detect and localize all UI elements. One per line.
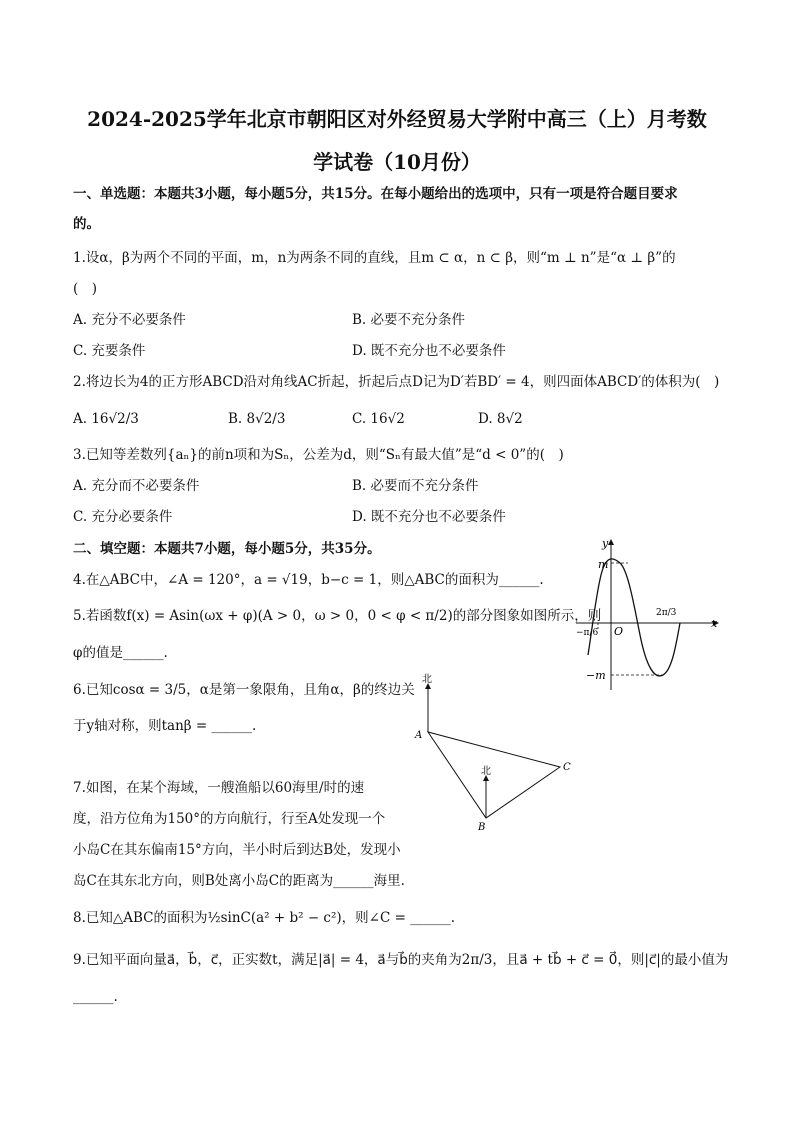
section2-header: 二、填空题：本题共7小题，每小题5分，共35分。	[73, 541, 381, 557]
q8-stem: 8.已知△ABC的面积为½sinC(a² + b² − c²)，则∠C = ______.	[73, 910, 456, 926]
q7-stem-l4: 岛C在其东北方向，则B处离小岛C的距离为______海里.	[73, 873, 405, 889]
page-title-line2: 学试卷（10月份）	[313, 150, 481, 174]
q7-stem-l2: 度，沿方位角为150°的方向航行，行至A处发现一个	[73, 811, 386, 827]
page-title-line1: 2024-2025学年北京市朝阳区对外经贸易大学附中高三（上）月考数	[87, 107, 707, 131]
tick-right-label: 2π/3	[656, 608, 677, 618]
q3-option-a: A. 充分而不必要条件	[73, 478, 200, 494]
point-c-label: C	[563, 762, 571, 773]
neg-m-label: −m	[586, 669, 606, 682]
section1-header: 一、单选题：本题共3小题，每小题5分，共15分。在每小题给出的选项中，只有一项是符合题目要求	[73, 186, 678, 202]
q9-stem: 9.已知平面向量a⃗，b⃗，c⃗，正实数t，满足|a⃗| = 4，a⃗与b⃗的夹角为2π/3，且a⃗ + tb⃗ + c⃗ = 0⃗，则|c⃗|的最小值为	[73, 952, 729, 968]
q5-stem: 5.若函数f(x) = Asin(ωx + φ)(A > 0，ω > 0，0 < φ < π/2)的部分图象如图所示，则	[73, 608, 602, 624]
q3-stem: 3.已知等差数列{aₙ}的前n项和为Sₙ，公差为d，则“Sₙ有最大值”是“d < 0”的( )	[73, 447, 564, 463]
q3-option-b: B. 必要而不充分条件	[352, 478, 479, 494]
q1-stem-bracket: ( )	[73, 281, 98, 297]
q5-stem-cont: φ的值是______.	[73, 645, 168, 661]
origin-label: O	[614, 625, 624, 638]
q1-stem: 1.设α，β为两个不同的平面，m，n为两条不同的直线，且m ⊂ α，n ⊂ β，则“m ⊥ n”是“α ⊥ β”的	[73, 250, 676, 266]
q3-option-c: C. 充分必要条件	[73, 509, 173, 525]
q1-option-c: C. 充要条件	[73, 343, 146, 359]
north-label-b: 北	[481, 766, 491, 777]
m-label: m	[598, 558, 609, 571]
north-label-a: 北	[422, 674, 432, 685]
q2-stem: 2.将边长为4的正方形ABCD沿对角线AC折起，折起后点D记为D′若BD′ = 4，则四面体ABCD′的体积为( )	[73, 374, 720, 390]
q2-option-d: D. 8√2	[478, 411, 523, 427]
q1-option-a: A. 充分不必要条件	[73, 312, 186, 328]
triangle-abc	[428, 732, 560, 818]
tick-left-label: −π/6	[576, 628, 599, 638]
section1-header-cont: 的。	[73, 216, 100, 232]
q1-option-b: B. 必要不充分条件	[352, 312, 466, 328]
q2-option-b: B. 8√2/3	[228, 411, 286, 427]
q6-stem-cont: 于y轴对称，则tanβ = ______.	[73, 718, 257, 734]
q3-option-d: D. 既不充分也不必要条件	[352, 509, 506, 525]
point-a-label: A	[415, 730, 423, 741]
point-b-label: B	[478, 822, 486, 833]
q2-option-a: A. 16√2/3	[73, 411, 139, 427]
q9-stem-cont: ______.	[73, 989, 118, 1005]
q1-option-d: D. 既不充分也不必要条件	[352, 343, 506, 359]
x-axis-label: x	[711, 617, 718, 630]
q7-stem-l3: 小岛C在其东偏南15°方向，半小时后到达B处，发现小	[73, 842, 401, 858]
q6-stem: 6.已知cosα = 3/5，α是第一象限角，且角α，β的终边关	[73, 682, 415, 698]
q2-option-c: C. 16√2	[352, 411, 405, 427]
q7-stem-l1: 7.如图，在某个海域，一艘渔船以60海里/时的速	[73, 780, 365, 796]
navigation-figure	[405, 670, 605, 840]
y-axis-label: y	[602, 537, 609, 550]
q4-stem: 4.在△ABC中，∠A = 120°，a = √19，b−c = 1，则△ABC的面积为______.	[73, 572, 544, 588]
